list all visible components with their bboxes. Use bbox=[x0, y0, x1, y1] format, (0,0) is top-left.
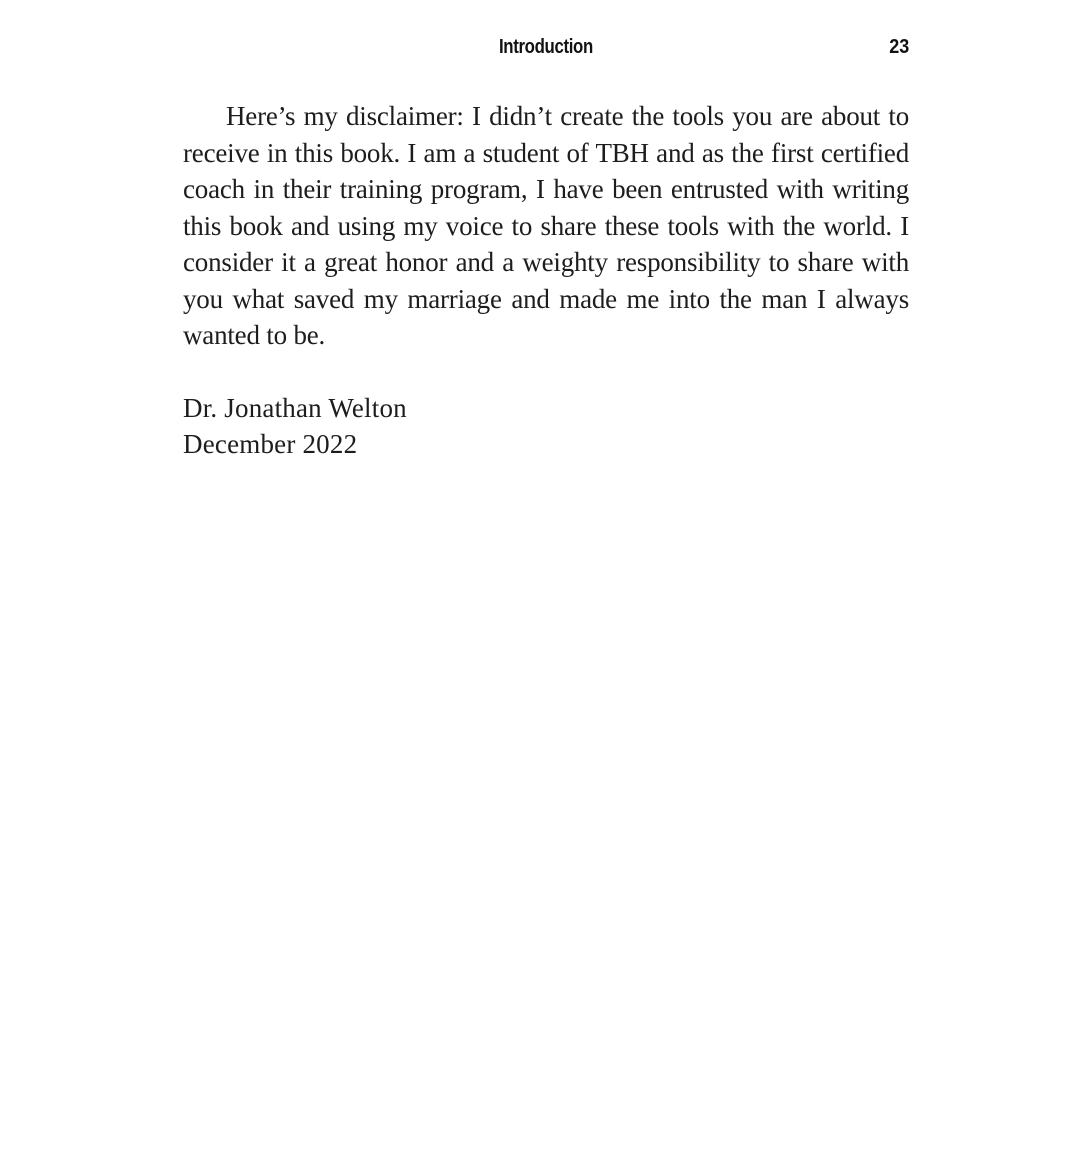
page-number: 23 bbox=[888, 36, 909, 58]
signature-date: December 2022 bbox=[183, 429, 358, 459]
running-head bbox=[183, 0, 909, 60]
signature-name: Dr. Jonathan Welton bbox=[183, 392, 407, 423]
signature-block bbox=[183, 390, 909, 463]
page-body bbox=[183, 98, 909, 463]
body-paragraph: Here’s my disclaimer: I didn’t create the tools you are about to receive in this book. I am a student of TBH and as the first certified coach in their training program, I have been entrusted with writing this book and using my voice to share these tools with the world. I consider it a great honor and a weighty responsibility to share with you what saved my marriage and made me into the man I always wanted to be. bbox=[183, 101, 909, 350]
running-head-chapter-title: Introduction bbox=[499, 36, 593, 58]
text-column bbox=[183, 0, 909, 463]
